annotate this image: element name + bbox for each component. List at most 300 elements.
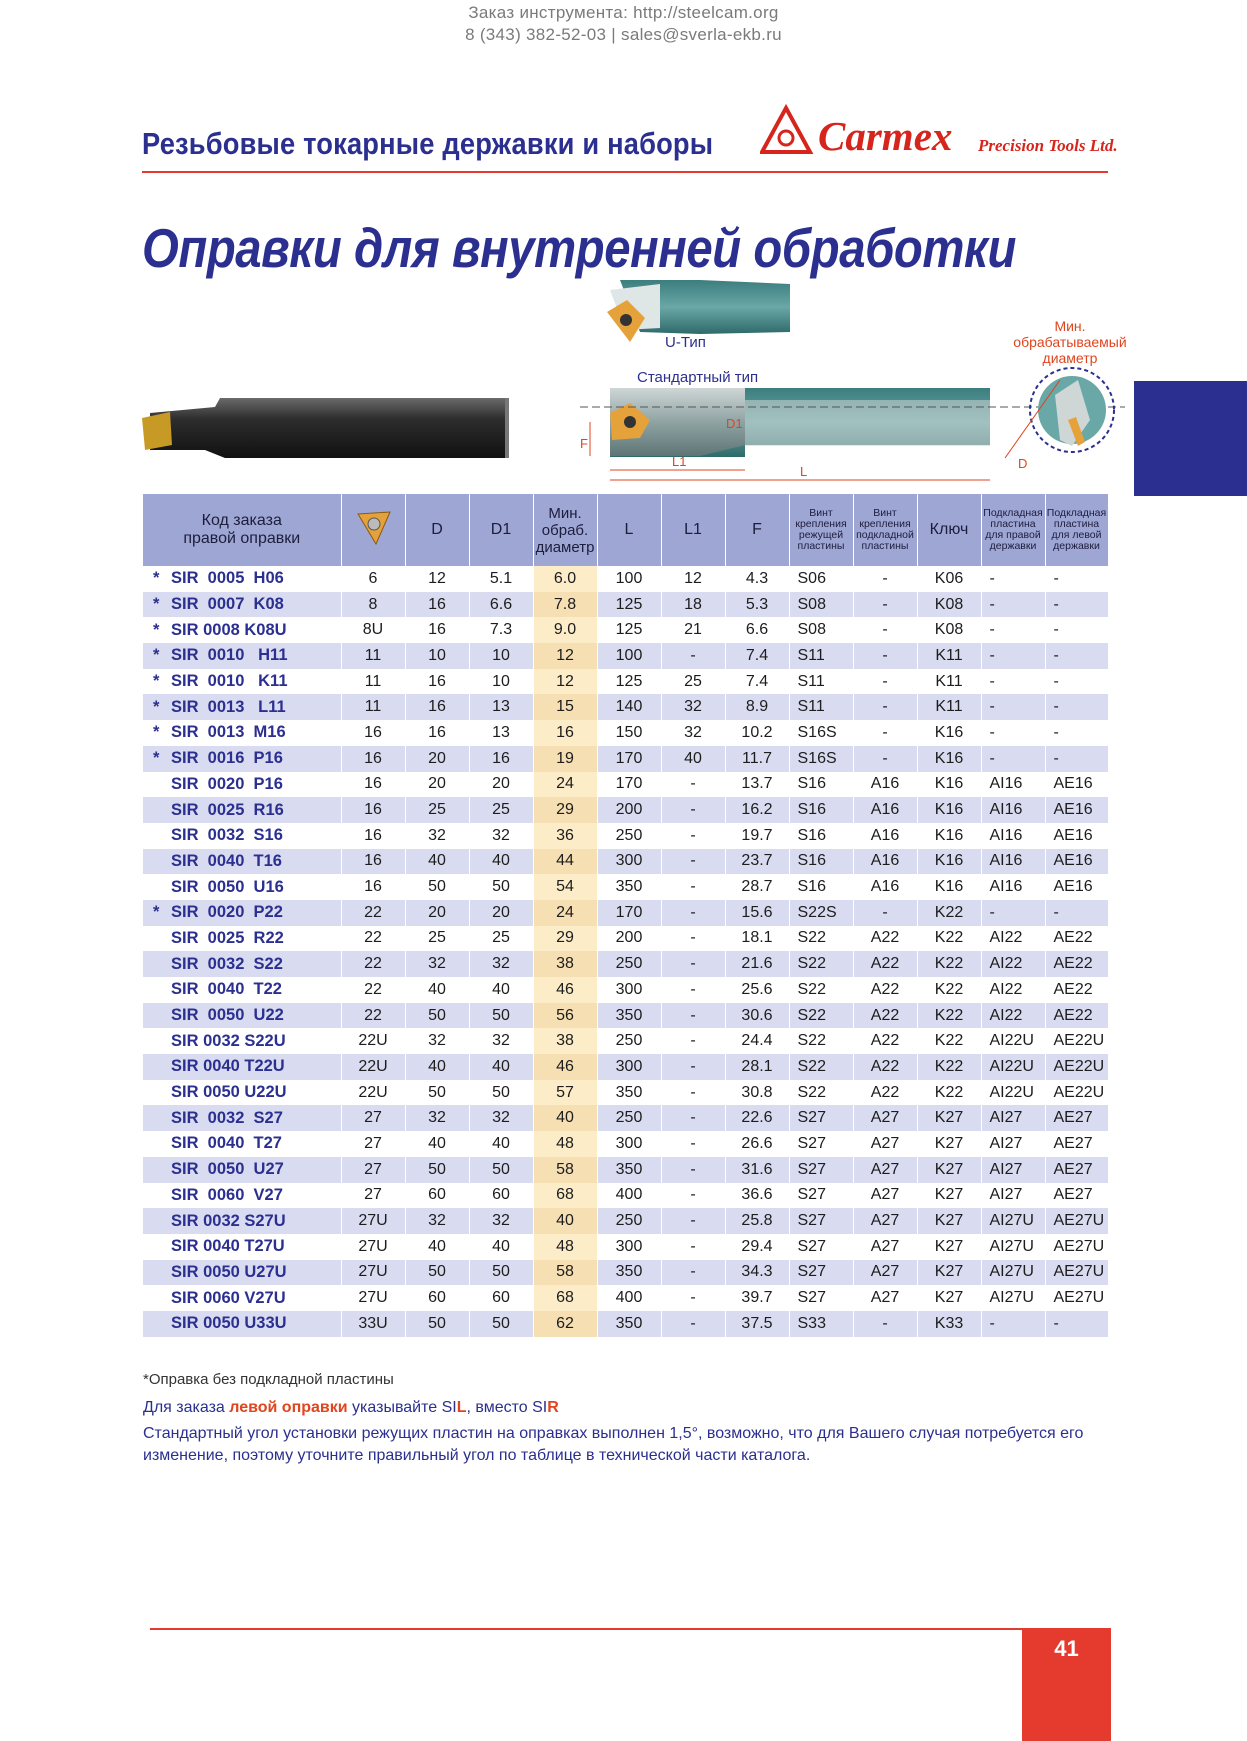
cell-sl: AE22: [1045, 926, 1108, 952]
cell-s2: A22: [853, 951, 917, 977]
cell-min: 46: [533, 977, 597, 1003]
cell-sl: AE27: [1045, 1105, 1108, 1131]
cell-s2: A27: [853, 1260, 917, 1286]
cell-min: 16: [533, 720, 597, 746]
cell-ins: 22: [341, 900, 405, 926]
cell-L1: 12: [661, 566, 725, 592]
cell-ins: 22: [341, 951, 405, 977]
contact-line-2: 8 (343) 382-52-03 | sales@sverla-ekb.ru: [465, 25, 782, 44]
table-row: [143, 1311, 1108, 1337]
cell-key: K27: [917, 1157, 981, 1183]
cell-s2: A27: [853, 1234, 917, 1260]
end-view-icon: [1005, 368, 1114, 458]
cell-s1: S16: [789, 823, 853, 849]
cell-D1: 32: [469, 1208, 533, 1234]
cell-min: 56: [533, 1003, 597, 1029]
cell-ins: 6: [341, 566, 405, 592]
cell-D: 40: [405, 1131, 469, 1157]
cell-F: 22.6: [725, 1105, 789, 1131]
cell-s1: S27: [789, 1260, 853, 1286]
cell-L: 250: [597, 951, 661, 977]
cell-min: 54: [533, 874, 597, 900]
cell-L1: -: [661, 1311, 725, 1337]
order-code: SIR 0025 R22: [143, 926, 341, 952]
cell-F: 28.1: [725, 1054, 789, 1080]
cell-D1: 5.1: [469, 566, 533, 592]
cell-F: 21.6: [725, 951, 789, 977]
cell-s1: S22: [789, 1080, 853, 1106]
cell-L1: 25: [661, 669, 725, 695]
cell-F: 37.5: [725, 1311, 789, 1337]
cell-F: 10.2: [725, 720, 789, 746]
cell-F: 5.3: [725, 592, 789, 618]
cell-ins: 16: [341, 797, 405, 823]
col-key: Ключ: [917, 494, 981, 566]
table-row: [143, 823, 1108, 849]
cell-D: 32: [405, 1208, 469, 1234]
cell-L: 300: [597, 1131, 661, 1157]
cell-F: 29.4: [725, 1234, 789, 1260]
cell-s1: S22S: [789, 900, 853, 926]
cell-sl: -: [1045, 720, 1108, 746]
cell-L: 350: [597, 1080, 661, 1106]
order-code: * SIR 0013 L11: [143, 694, 341, 720]
cell-L: 125: [597, 669, 661, 695]
cell-F: 15.6: [725, 900, 789, 926]
table-row: [143, 566, 1108, 592]
table-row: [143, 951, 1108, 977]
cell-sl: AE27U: [1045, 1285, 1108, 1311]
cell-sr: -: [981, 720, 1045, 746]
cell-s1: S22: [789, 951, 853, 977]
cell-s2: A22: [853, 1080, 917, 1106]
cell-s2: -: [853, 566, 917, 592]
cell-F: 7.4: [725, 669, 789, 695]
cell-s2: A27: [853, 1157, 917, 1183]
cell-D: 60: [405, 1285, 469, 1311]
table-row: [143, 797, 1108, 823]
cell-ins: 27U: [341, 1260, 405, 1286]
cell-s2: A22: [853, 1028, 917, 1054]
cell-L1: -: [661, 1028, 725, 1054]
table-row: [143, 1131, 1108, 1157]
cell-F: 24.4: [725, 1028, 789, 1054]
col-l: L: [597, 494, 661, 566]
cell-F: 34.3: [725, 1260, 789, 1286]
cell-L: 250: [597, 1105, 661, 1131]
cell-L1: -: [661, 1208, 725, 1234]
cell-D1: 13: [469, 694, 533, 720]
cell-key: K16: [917, 849, 981, 875]
cell-min: 38: [533, 951, 597, 977]
cell-D: 16: [405, 720, 469, 746]
cell-s2: A16: [853, 772, 917, 798]
cell-key: K06: [917, 566, 981, 592]
cell-sr: -: [981, 592, 1045, 618]
cell-sl: AE27U: [1045, 1208, 1108, 1234]
cell-s1: S27: [789, 1183, 853, 1209]
cell-L1: -: [661, 1260, 725, 1286]
table-row: [143, 1003, 1108, 1029]
cell-sl: -: [1045, 1311, 1108, 1337]
table-row: [143, 1260, 1108, 1286]
cell-L1: -: [661, 1054, 725, 1080]
cell-sr: -: [981, 643, 1045, 669]
col-shim-right: Подкладная пластина для правой державки: [981, 494, 1045, 566]
cell-D1: 20: [469, 772, 533, 798]
tool-photo-icon: [142, 398, 509, 458]
cell-F: 19.7: [725, 823, 789, 849]
cell-min: 38: [533, 1028, 597, 1054]
table-row: [143, 1183, 1108, 1209]
cell-sr: AI27U: [981, 1285, 1045, 1311]
cell-D: 50: [405, 874, 469, 900]
cell-s2: A27: [853, 1105, 917, 1131]
cell-s2: -: [853, 1311, 917, 1337]
cell-D: 25: [405, 797, 469, 823]
order-code: SIR 0040 T16: [143, 849, 341, 875]
cell-D1: 32: [469, 1028, 533, 1054]
cell-sl: -: [1045, 669, 1108, 695]
cell-key: K11: [917, 643, 981, 669]
cell-D: 25: [405, 926, 469, 952]
table-row: [143, 977, 1108, 1003]
cell-min: 58: [533, 1260, 597, 1286]
cell-D1: 10: [469, 643, 533, 669]
cell-s2: A16: [853, 797, 917, 823]
cell-ins: 22U: [341, 1080, 405, 1106]
cell-s2: A22: [853, 926, 917, 952]
col-f: F: [725, 494, 789, 566]
cell-L: 170: [597, 900, 661, 926]
cell-F: 7.4: [725, 643, 789, 669]
cell-min: 68: [533, 1285, 597, 1311]
cell-sr: AI27: [981, 1131, 1045, 1157]
cell-L: 150: [597, 720, 661, 746]
cell-D: 32: [405, 951, 469, 977]
cell-s2: A16: [853, 823, 917, 849]
cell-s2: -: [853, 746, 917, 772]
cell-s2: -: [853, 643, 917, 669]
order-code: * SIR 0008 K08U: [143, 617, 341, 643]
cell-L1: 32: [661, 694, 725, 720]
col-l1: L1: [661, 494, 725, 566]
cell-F: 4.3: [725, 566, 789, 592]
logo-subtitle: Precision Tools Ltd.: [978, 136, 1118, 155]
cell-s1: S22: [789, 977, 853, 1003]
cell-min: 9.0: [533, 617, 597, 643]
cell-key: K11: [917, 669, 981, 695]
cell-sr: AI22U: [981, 1028, 1045, 1054]
spec-table: [143, 494, 1109, 1337]
cell-D: 32: [405, 1105, 469, 1131]
table-row: [143, 720, 1108, 746]
order-code: SIR 0032 S27U: [143, 1208, 341, 1234]
cell-D: 50: [405, 1311, 469, 1337]
cell-L: 125: [597, 617, 661, 643]
cell-ins: 27: [341, 1183, 405, 1209]
cell-ins: 27: [341, 1157, 405, 1183]
cell-D: 50: [405, 1260, 469, 1286]
table-row: [143, 1080, 1108, 1106]
cell-F: 6.6: [725, 617, 789, 643]
cell-L1: -: [661, 874, 725, 900]
table-row: [143, 926, 1108, 952]
cell-F: 30.8: [725, 1080, 789, 1106]
cell-s2: A22: [853, 1054, 917, 1080]
cell-ins: 11: [341, 694, 405, 720]
cell-sr: AI27: [981, 1157, 1045, 1183]
cell-sl: AE16: [1045, 797, 1108, 823]
cell-D1: 32: [469, 823, 533, 849]
cell-F: 13.7: [725, 772, 789, 798]
cell-L1: 18: [661, 592, 725, 618]
cell-sr: -: [981, 617, 1045, 643]
cell-sl: AE27U: [1045, 1260, 1108, 1286]
order-code: SIR 0032 S16: [143, 823, 341, 849]
cell-min: 15: [533, 694, 597, 720]
cell-sl: AE22U: [1045, 1080, 1108, 1106]
u-type-head-icon: [607, 280, 790, 342]
cell-min: 36: [533, 823, 597, 849]
page-number: 41: [1054, 1636, 1079, 1661]
cell-F: 16.2: [725, 797, 789, 823]
cell-min: 46: [533, 1054, 597, 1080]
cell-D: 16: [405, 694, 469, 720]
order-code: * SIR 0007 K08: [143, 592, 341, 618]
cell-sr: AI22: [981, 977, 1045, 1003]
cell-L1: -: [661, 926, 725, 952]
cell-L1: -: [661, 1105, 725, 1131]
cell-ins: 11: [341, 643, 405, 669]
cell-D1: 50: [469, 1311, 533, 1337]
cell-sl: AE16: [1045, 874, 1108, 900]
cell-sl: -: [1045, 746, 1108, 772]
cell-key: K16: [917, 720, 981, 746]
cell-ins: 16: [341, 874, 405, 900]
cell-D: 40: [405, 1054, 469, 1080]
cell-key: K27: [917, 1131, 981, 1157]
order-code: SIR 0032 S22U: [143, 1028, 341, 1054]
cell-key: K16: [917, 874, 981, 900]
cell-F: 26.6: [725, 1131, 789, 1157]
cell-F: 25.8: [725, 1208, 789, 1234]
cell-sl: -: [1045, 900, 1108, 926]
cell-ins: 16: [341, 772, 405, 798]
cell-L1: 32: [661, 720, 725, 746]
cell-D: 50: [405, 1157, 469, 1183]
cell-F: 8.9: [725, 694, 789, 720]
cell-min: 57: [533, 1080, 597, 1106]
dim-l: L: [800, 464, 808, 479]
cell-s1: S22: [789, 1003, 853, 1029]
cell-s2: A27: [853, 1285, 917, 1311]
cell-D1: 60: [469, 1285, 533, 1311]
cell-L: 350: [597, 874, 661, 900]
cell-s1: S27: [789, 1208, 853, 1234]
cell-D1: 50: [469, 874, 533, 900]
cell-sr: AI16: [981, 772, 1045, 798]
table-row: [143, 617, 1108, 643]
cell-s1: S16: [789, 874, 853, 900]
cell-L: 250: [597, 823, 661, 849]
cell-ins: 11: [341, 669, 405, 695]
cell-key: K27: [917, 1183, 981, 1209]
cell-D: 60: [405, 1183, 469, 1209]
col-shim-left: Подкладная пластина для левой державки: [1045, 494, 1108, 566]
cell-D1: 40: [469, 1054, 533, 1080]
cell-min: 19: [533, 746, 597, 772]
cell-L1: 40: [661, 746, 725, 772]
cell-F: 30.6: [725, 1003, 789, 1029]
cell-sl: AE22U: [1045, 1054, 1108, 1080]
cell-L1: -: [661, 900, 725, 926]
cell-L: 170: [597, 772, 661, 798]
cell-D1: 50: [469, 1080, 533, 1106]
cell-L: 250: [597, 1028, 661, 1054]
cell-key: K27: [917, 1285, 981, 1311]
cell-L1: -: [661, 823, 725, 849]
cell-s2: -: [853, 669, 917, 695]
cell-sr: -: [981, 669, 1045, 695]
cell-D1: 50: [469, 1260, 533, 1286]
table-row: [143, 1234, 1108, 1260]
cell-D: 20: [405, 746, 469, 772]
col-code: Код заказа правой оправки: [143, 494, 341, 566]
min-diameter-label: Мин. обрабатываемый диаметр: [1013, 318, 1127, 366]
cell-sl: AE27: [1045, 1157, 1108, 1183]
cell-ins: 27: [341, 1105, 405, 1131]
cell-sl: -: [1045, 592, 1108, 618]
cell-s2: A27: [853, 1183, 917, 1209]
cell-key: K22: [917, 1003, 981, 1029]
cell-min: 29: [533, 926, 597, 952]
table-header-row: [143, 494, 1108, 566]
cell-min: 7.8: [533, 592, 597, 618]
table-row: [143, 669, 1108, 695]
section-title: Резьбовые токарные державки и наборы: [142, 126, 714, 161]
cell-min: 58: [533, 1157, 597, 1183]
cell-ins: 16: [341, 823, 405, 849]
cell-D1: 32: [469, 1105, 533, 1131]
cell-s1: S33: [789, 1311, 853, 1337]
cell-sl: AE22U: [1045, 1028, 1108, 1054]
order-code: SIR 0060 V27: [143, 1183, 341, 1209]
notes: [143, 1369, 1143, 1467]
cell-s1: S08: [789, 592, 853, 618]
cell-D1: 6.6: [469, 592, 533, 618]
cell-L1: -: [661, 643, 725, 669]
cell-key: K22: [917, 1028, 981, 1054]
cell-s2: -: [853, 900, 917, 926]
cell-L1: -: [661, 951, 725, 977]
cell-sl: -: [1045, 617, 1108, 643]
cell-min: 24: [533, 900, 597, 926]
cell-D: 50: [405, 1003, 469, 1029]
col-min-diam: Мин. обраб. диаметр: [533, 494, 597, 566]
cell-key: K33: [917, 1311, 981, 1337]
cell-L1: -: [661, 1183, 725, 1209]
cell-ins: 22: [341, 1003, 405, 1029]
cell-L: 300: [597, 1054, 661, 1080]
order-code: * SIR 0005 H06: [143, 566, 341, 592]
cell-D: 16: [405, 669, 469, 695]
cell-key: K11: [917, 694, 981, 720]
cell-key: K16: [917, 797, 981, 823]
order-code: SIR 0060 V27U: [143, 1285, 341, 1311]
cell-L1: -: [661, 1157, 725, 1183]
angle-note: Стандартный угол установки режущих пластин на оправках выполнен 1,5°, возможно, что для Вашего случая потребуется его изменение, поэтому уточните правильный угол по таблице в технической части каталога.: [143, 1425, 1084, 1464]
order-code: * SIR 0010 K11: [143, 669, 341, 695]
cell-s1: S16S: [789, 746, 853, 772]
cell-D1: 10: [469, 669, 533, 695]
cell-L: 300: [597, 1234, 661, 1260]
cell-F: 11.7: [725, 746, 789, 772]
cell-s2: A22: [853, 1003, 917, 1029]
cell-sl: AE22: [1045, 951, 1108, 977]
cell-s1: S08: [789, 617, 853, 643]
order-code: SIR 0040 T27U: [143, 1234, 341, 1260]
cell-s1: S11: [789, 643, 853, 669]
cell-D: 12: [405, 566, 469, 592]
cell-L1: 21: [661, 617, 725, 643]
cell-F: 18.1: [725, 926, 789, 952]
logo-name: Carmex: [818, 113, 953, 159]
cell-ins: 16: [341, 720, 405, 746]
cell-key: K22: [917, 977, 981, 1003]
cell-sr: AI16: [981, 823, 1045, 849]
tool-diagram: [0, 270, 1247, 490]
cell-F: 36.6: [725, 1183, 789, 1209]
table-row: [143, 900, 1108, 926]
cell-L1: -: [661, 772, 725, 798]
cell-D: 20: [405, 772, 469, 798]
cell-ins: 16: [341, 746, 405, 772]
cell-key: K27: [917, 1105, 981, 1131]
cell-sr: AI22U: [981, 1080, 1045, 1106]
cell-F: 23.7: [725, 849, 789, 875]
cell-min: 29: [533, 797, 597, 823]
cell-sl: -: [1045, 566, 1108, 592]
cell-ins: 27U: [341, 1234, 405, 1260]
cell-L1: -: [661, 1131, 725, 1157]
cell-D1: 25: [469, 797, 533, 823]
cell-D1: 25: [469, 926, 533, 952]
cell-L1: -: [661, 1285, 725, 1311]
cell-min: 40: [533, 1208, 597, 1234]
cell-s1: S16: [789, 797, 853, 823]
cell-D1: 40: [469, 849, 533, 875]
table-row: [143, 874, 1108, 900]
table-row: [143, 849, 1108, 875]
cell-L1: -: [661, 797, 725, 823]
cell-s1: S11: [789, 694, 853, 720]
cell-sl: AE16: [1045, 823, 1108, 849]
cell-L: 100: [597, 643, 661, 669]
cell-L: 400: [597, 1285, 661, 1311]
left-order-note: Для заказа левой оправки указывайте SIL, вместо SIR: [143, 1399, 559, 1416]
order-code: SIR 0050 U16: [143, 874, 341, 900]
table-row: [143, 1208, 1108, 1234]
cell-s2: A27: [853, 1208, 917, 1234]
cell-min: 68: [533, 1183, 597, 1209]
cell-D1: 13: [469, 720, 533, 746]
header-rule: [142, 171, 1108, 173]
cell-s2: -: [853, 617, 917, 643]
cell-s1: S22: [789, 1054, 853, 1080]
cell-F: 28.7: [725, 874, 789, 900]
cell-s2: -: [853, 694, 917, 720]
